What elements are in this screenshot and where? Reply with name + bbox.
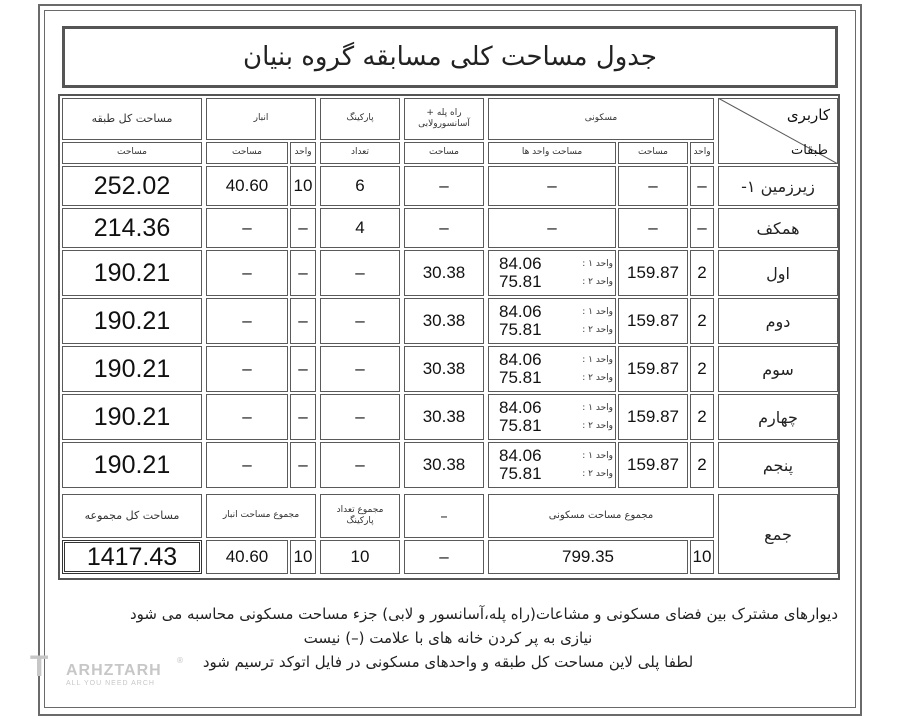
unit-area-row [499, 369, 613, 387]
subheader-residential-area: مساحت [618, 142, 688, 164]
residential-area: 159.87 [618, 298, 688, 344]
storage-units: – [290, 442, 316, 488]
storage-units: – [290, 298, 316, 344]
header-stairs-elevator-lobby: راه پله + آسانسورولابی [404, 98, 484, 140]
unit-areas: – [488, 208, 616, 248]
unit-area-row [499, 351, 613, 369]
stairs-area: 30.38 [404, 298, 484, 344]
header-corner [718, 98, 838, 164]
unit-area-row [499, 447, 613, 465]
floor-label: پنجم [718, 442, 838, 488]
unit-area-row [499, 321, 613, 339]
storage-units: – [290, 394, 316, 440]
stairs-area: 30.38 [404, 442, 484, 488]
logo-brand: ARHZTARH [66, 662, 162, 679]
unit-area-value: 84.06 [499, 446, 542, 465]
subheader-stairs-area: مساحت [404, 142, 484, 164]
unit-area-value: 84.06 [499, 302, 542, 321]
subheader-parking-count: تعداد [320, 142, 400, 164]
floor-label: دوم [718, 298, 838, 344]
totals-storage-header: مجموع مساحت انبار [206, 494, 316, 538]
header-parking: پارکینگ [320, 98, 400, 140]
subheader-storage-area: مساحت [206, 142, 288, 164]
header-total-area: مساحت کل طبقه [62, 98, 202, 140]
title-box [62, 26, 838, 88]
stairs-area: – [404, 208, 484, 248]
floor-label: اول [718, 250, 838, 296]
stairs-area: 30.38 [404, 394, 484, 440]
unit-area-row [499, 465, 613, 483]
unit-area-value: 84.06 [499, 350, 542, 369]
unit-areas [488, 394, 616, 440]
storage-area: 40.60 [206, 166, 288, 206]
unit-area-value: 75.81 [499, 272, 542, 291]
floor-label: همکف [718, 208, 838, 248]
total-area: 190.21 [62, 442, 202, 488]
unit-area-label: واحد ۱ : [582, 259, 613, 269]
residential-area: – [618, 208, 688, 248]
unit-areas [488, 346, 616, 392]
floor-label: چهارم [718, 394, 838, 440]
floor-label: زیرزمین ۱- [718, 166, 838, 206]
watermark-logo [30, 650, 184, 710]
header-residential: مسکونی [488, 98, 714, 140]
totals-grand-total: 1417.43 [62, 540, 202, 574]
storage-area: – [206, 208, 288, 248]
note-dash-cells: نیازی به پر کردن خانه های با علامت (–) نیست [303, 629, 593, 647]
residential-units: 2 [690, 442, 714, 488]
residential-area: 159.87 [618, 346, 688, 392]
unit-area-label: واحد ۲ : [582, 421, 613, 431]
storage-units: – [290, 346, 316, 392]
unit-area-label: واحد ۲ : [582, 469, 613, 479]
unit-area-value: 84.06 [499, 254, 542, 273]
total-area: 190.21 [62, 394, 202, 440]
unit-areas [488, 298, 616, 344]
unit-area-value: 75.81 [499, 320, 542, 339]
logo-registered: ® [176, 656, 184, 665]
logo-subtitle: ALL YOU NEED ARCH [66, 680, 155, 687]
totals-total-header: مساحت کل مجموعه [62, 494, 202, 538]
parking-count: – [320, 250, 400, 296]
unit-areas [488, 442, 616, 488]
unit-area-label: واحد ۱ : [582, 355, 613, 365]
residential-units: 2 [690, 394, 714, 440]
residential-units: – [690, 166, 714, 206]
totals-storage-units: 10 [290, 540, 316, 574]
unit-area-label: واحد ۱ : [582, 307, 613, 317]
parking-count: – [320, 298, 400, 344]
parking-count: – [320, 442, 400, 488]
header-storage: انبار [206, 98, 316, 140]
total-area: 252.02 [62, 166, 202, 206]
unit-area-row [499, 303, 613, 321]
storage-units: – [290, 208, 316, 248]
totals-parking: 10 [320, 540, 400, 574]
total-area: 190.21 [62, 346, 202, 392]
totals-residential-units: 10 [690, 540, 714, 574]
note-shared-walls: دیوارهای مشترک بین فضای مسکونی و مشاعات(راه پله،آسانسور و لابی) جزء مساحت مسکونی محاسبه می شود [129, 605, 838, 623]
subheader-total-area: مساحت [62, 142, 202, 164]
unit-areas [488, 250, 616, 296]
floor-label: سوم [718, 346, 838, 392]
unit-area-row [499, 255, 613, 273]
storage-area: – [206, 250, 288, 296]
subheader-residential-unit: واحد [690, 142, 714, 164]
subheader-storage-unit: واحد [290, 142, 316, 164]
note-polyline: لطفا پلی لاین مساحت کل طبقه و واحدهای مسکونی در فایل اتوکد ترسیم شود [202, 653, 694, 671]
residential-units: 2 [690, 346, 714, 392]
totals-residential-area: 799.35 [488, 540, 688, 574]
unit-area-label: واحد ۱ : [582, 403, 613, 413]
stairs-area: 30.38 [404, 346, 484, 392]
total-area: 190.21 [62, 298, 202, 344]
unit-area-value: 75.81 [499, 416, 542, 435]
storage-area: – [206, 298, 288, 344]
residential-area: 159.87 [618, 250, 688, 296]
totals-stairs: – [404, 540, 484, 574]
unit-area-value: 84.06 [499, 398, 542, 417]
residential-units: – [690, 208, 714, 248]
parking-count: – [320, 346, 400, 392]
stairs-area: – [404, 166, 484, 206]
page-title: جدول مساحت کلی مسابقه گروه بنیان [242, 42, 657, 72]
residential-area: 159.87 [618, 394, 688, 440]
parking-count: 4 [320, 208, 400, 248]
unit-area-label: واحد ۲ : [582, 325, 613, 335]
residential-area: 159.87 [618, 442, 688, 488]
storage-area: – [206, 442, 288, 488]
residential-area: – [618, 166, 688, 206]
residential-units: 2 [690, 250, 714, 296]
totals-storage-area: 40.60 [206, 540, 288, 574]
logo-mark-icon: T [30, 650, 48, 683]
unit-area-label: واحد ۱ : [582, 451, 613, 461]
corner-usage-label: کاربری [786, 106, 830, 124]
unit-area-value: 75.81 [499, 464, 542, 483]
totals-residential-header: مجموع مساحت مسکونی [488, 494, 714, 538]
unit-area-value: 75.81 [499, 368, 542, 387]
unit-areas: – [488, 166, 616, 206]
stairs-area: 30.38 [404, 250, 484, 296]
storage-units: 10 [290, 166, 316, 206]
subheader-unit-areas: مساحت واحد ها [488, 142, 616, 164]
corner-floors-label: طبقات [790, 143, 828, 158]
unit-area-row [499, 273, 613, 291]
parking-count: 6 [320, 166, 400, 206]
residential-units: 2 [690, 298, 714, 344]
totals-stairs-header: – [404, 494, 484, 538]
storage-area: – [206, 346, 288, 392]
totals-label: جمع [718, 494, 838, 574]
unit-area-row [499, 417, 613, 435]
unit-area-label: واحد ۲ : [582, 373, 613, 383]
storage-area: – [206, 394, 288, 440]
storage-units: – [290, 250, 316, 296]
totals-parking-header: مجموع تعداد پارکینگ [320, 494, 400, 538]
parking-count: – [320, 394, 400, 440]
total-area: 190.21 [62, 250, 202, 296]
unit-area-row [499, 399, 613, 417]
unit-area-label: واحد ۲ : [582, 277, 613, 287]
total-area: 214.36 [62, 208, 202, 248]
